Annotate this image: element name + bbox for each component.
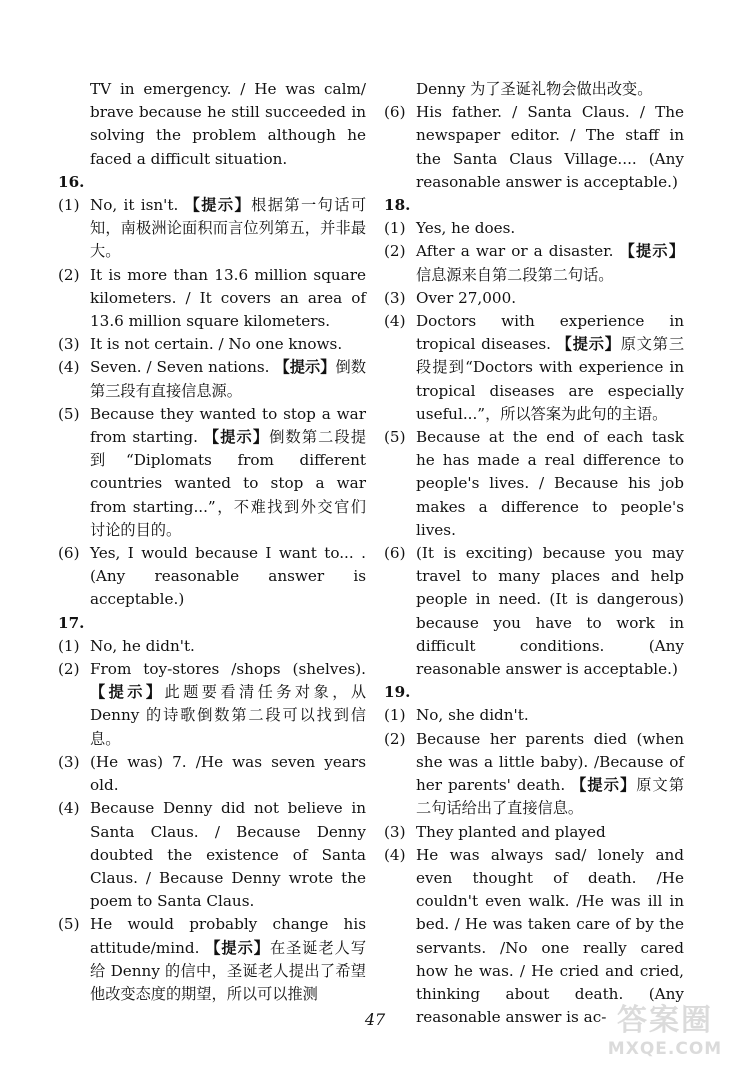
q18-6: (6) (It is exciting) because you may travel to many places and help people in need. (It is dangerous) because you have to work in difficult conditions. (Any reasonable answer is acceptable.) [384, 544, 684, 679]
q17-2: (2) From toy-stores /shops (shelves). 【提示】此题要看清任务对象，从 Denny 的诗歌倒数第二段可以找到信息。 [58, 660, 367, 748]
q16-2: (2) It is more than 13.6 million square kilometers. / It covers an area of 13.6 million square kilometers. [58, 265, 366, 331]
watermark-line2: MXQE.COM [607, 1039, 723, 1059]
q17-1: (1) No, he didn't. [58, 636, 195, 655]
hint-label: 【提示】 [571, 776, 637, 795]
q17-4: (4) Because Denny did not believe in Santa Claus. / Because Denny doubted the existence of Santa Claus. / Because Denny wrote the poem to Santa Claus. [58, 799, 366, 911]
q18-1: (1) Yes, he does. [384, 219, 516, 238]
q18-2: (2) After a war or a disaster. 【提示】信息源来自第二段第二句话。 [384, 242, 685, 284]
q16-1: (1) No, it isn't. 【提示】根据第一句话可知，南极洲论面积而言位列第五，并非最大。 [58, 196, 366, 261]
q19-4: (4) He was always sad/ lonely and even thought of death. /He couldn't even walk. /He was ill in bed. / He was taken care of by the servants. /No one really cared how he was. / He cried and cried, thinking about death. (Any reasonable answer is ac- [384, 845, 684, 1027]
q15-continuation: TV in emergency. / He was calm/ brave because he still succeeded in solving the problem although he faced a difficult situation. [90, 80, 366, 168]
hint-label: 【提示】 [274, 358, 336, 377]
q19-2: (2) Because her parents died (when she was a little baby). /Because of her parents' death. 【提示】原文第二句话给出了直接信息。 [384, 729, 685, 818]
page-number: 47 [364, 1010, 386, 1029]
q16-4: (4) Seven. / Seven nations. 【提示】倒数第三段有直接信息源。 [58, 358, 367, 400]
right-column [384, 78, 684, 1029]
q17-5: (5) He would probably change his attitude/mind. 【提示】在圣诞老人写给 Denny 的信中，圣诞老人提出了希望他改变态度的期望，所以可以推测 [58, 915, 367, 1003]
section-17-title: 17. [58, 613, 85, 632]
q16-6: (6) Yes, I would because I want to... . (Any reasonable answer is acceptable.) [58, 544, 366, 609]
section-19-title: 19. [384, 683, 411, 702]
q17-5-continuation: Denny 为了圣诞礼物会做出改变。 [416, 80, 653, 98]
q18-3: (3) Over 27,000. [384, 288, 517, 307]
q18-5: (5) Because at the end of each task he has made a real difference to people's lives. / Because his job makes a difference to people's lives. [384, 428, 684, 539]
q17-3: (3) (He was) 7. /He was seven years old. [58, 752, 366, 795]
q16-3: (3) It is not certain. / No one knows. [58, 335, 343, 354]
hint-label: 【提示】 [184, 196, 252, 215]
q18-4: (4) Doctors with experience in tropical diseases. 【提示】原文第三段提到“Doctors with experience in tropical diseases are especially useful...”，所以答案为此句的主语。 [384, 312, 685, 423]
watermark-logo [590, 995, 740, 1061]
hint-label: 【提示】 [556, 335, 621, 354]
q19-1: (1) No, she didn't. [384, 706, 529, 725]
hint-label: 【提示】 [203, 428, 270, 447]
watermark-line1: 答案圈 [617, 1003, 713, 1038]
hint-label: 【提示】 [205, 938, 270, 957]
hint-label: 【提示】 [90, 683, 165, 702]
section-18-title: 18. [384, 196, 411, 215]
hint-label: 【提示】 [619, 242, 685, 261]
q17-6: (6) His father. / Santa Claus. / The newspaper editor. / The staff in the Santa Claus Village.... (Any reasonable answer is acceptable.) [384, 103, 684, 191]
q19-3: (3) They planted and played [384, 822, 606, 841]
q16-5: (5) Because they wanted to stop a war from starting. 【提示】倒数第二段提到“Diplomats from different countries wanted to stop a war from starting...”，不难找到外交官们讨论的目的。 [58, 404, 367, 539]
section-16-title: 16. [58, 172, 85, 191]
left-column [58, 78, 366, 1006]
